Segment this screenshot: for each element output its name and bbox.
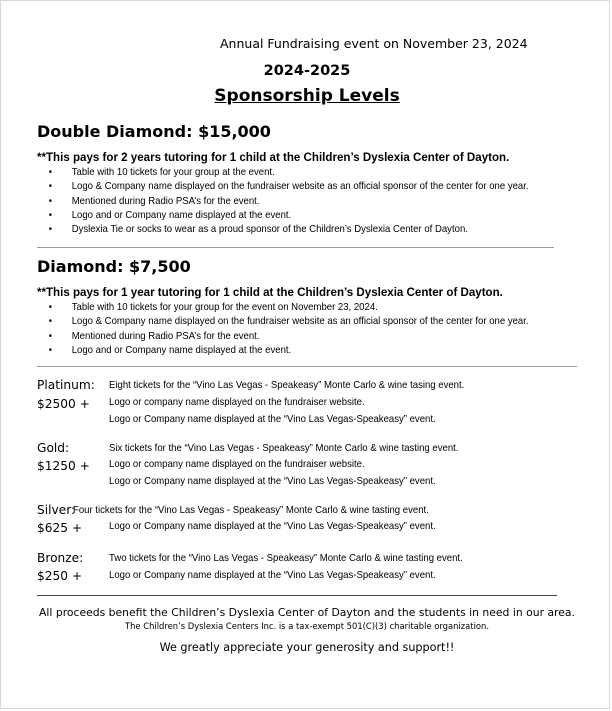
benefit-text: Logo and or Company name displayed at the event.: [71, 344, 292, 356]
list-item: [57, 166, 529, 180]
diamond-benefits-list: [57, 301, 570, 358]
benefit-text: Mentioned during Radio PSA’s for the event.: [71, 330, 260, 342]
proceeds-note: All proceeds benefit the Children’s Dyslexia Center of Dayton and the students in need in our area.: [39, 606, 575, 619]
section-divider: [37, 366, 577, 367]
list-item: [57, 315, 529, 329]
list-item: [57, 223, 529, 237]
silver-benefit: Logo or Company name displayed at the “Vino Las Vegas-Speakeasy” event.: [109, 521, 436, 532]
silver-tier-name: Silver:: [37, 503, 76, 517]
list-item: [57, 180, 529, 194]
list-item: [57, 301, 529, 315]
silver-benefit: Four tickets for the “Vino Las Vegas - Speakeasy” Monte Carlo & wine tasting event.: [73, 505, 429, 516]
tax-exempt-note: The Children’s Dyslexia Centers Inc. is a tax-exempt 501(C)(3) charitable organization.: [124, 621, 489, 631]
bronze-benefit: Logo or Company name displayed at the “Vino Las Vegas-Speakeasy” event.: [109, 570, 436, 581]
list-item: [57, 344, 529, 358]
bronze-benefit: Two tickets for the “Vino Las Vegas - Speakeasy” Monte Carlo & wine tasting event.: [109, 553, 463, 564]
double-diamond-benefits-list: [57, 166, 570, 237]
list-item: [57, 209, 529, 223]
benefit-text: Logo & Company name displayed on the fundraiser website as an official sponsor of the center for one year.: [71, 316, 529, 328]
double-diamond-heading: Double Diamond: $15,000: [37, 122, 271, 141]
diamond-pays-note: **This pays for 1 year tutoring for 1 child at the Children’s Dyslexia Center of Dayton.: [37, 285, 503, 299]
gold-tier-price: $1250 +: [37, 459, 90, 473]
footer-divider: [37, 595, 557, 596]
list-item: [57, 330, 529, 344]
platinum-tier-price: $2500 +: [37, 397, 90, 411]
gold-benefit: Logo or company name displayed on the fundraiser website.: [109, 459, 365, 470]
gold-tier-name: Gold:: [37, 441, 70, 455]
diamond-heading: Diamond: $7,500: [37, 257, 191, 276]
benefit-text: Mentioned during Radio PSA’s for the event.: [71, 195, 260, 207]
bronze-tier-price: $250 +: [37, 569, 83, 583]
benefit-text: Dyslexia Tie or socks to wear as a proud sponsor of the Children’s Dyslexia Center of Dayton.: [71, 224, 468, 236]
page-title: Sponsorship Levels: [214, 86, 400, 106]
platinum-benefit: Eight tickets for the “Vino Las Vegas - Speakeasy” Monte Carlo & wine tasing event.: [109, 380, 465, 391]
platinum-benefit: Logo or company name displayed on the fundraiser website.: [109, 397, 365, 408]
benefit-text: Logo and or Company name displayed at the event.: [71, 209, 292, 221]
benefit-text: Logo & Company name displayed on the fundraiser website as an official sponsor of the center for one year.: [71, 181, 529, 193]
thank-you-note: We greatly appreciate your generosity and support!!: [159, 641, 455, 654]
year-range: 2024-2025: [263, 63, 351, 79]
section-divider: [37, 247, 554, 248]
double-diamond-pays-note: **This pays for 2 years tutoring for 1 child at the Children’s Dyslexia Center of Dayton.: [37, 150, 510, 164]
benefit-text: Table with 10 tickets for your group at the event.: [71, 167, 275, 178]
benefit-text: Table with 10 tickets for your group for the event on November 23, 2024.: [71, 302, 378, 313]
platinum-tier-name: Platinum:: [37, 378, 95, 392]
gold-benefit: Logo or Company name displayed at the “Vino Las Vegas-Speakeasy” event.: [109, 476, 436, 487]
gold-benefit: Six tickets for the “Vino Las Vegas - Speakeasy” Monte Carlo & wine tasting event.: [109, 443, 459, 454]
event-date-line: Annual Fundraising event on November 23, 2024: [220, 36, 528, 51]
platinum-benefit: Logo or Company name displayed at the “Vino Las Vegas-Speakeasy” event.: [109, 414, 436, 425]
list-item: [57, 195, 529, 209]
silver-tier-price: $625 +: [37, 521, 83, 535]
bronze-tier-name: Bronze:: [37, 551, 84, 565]
